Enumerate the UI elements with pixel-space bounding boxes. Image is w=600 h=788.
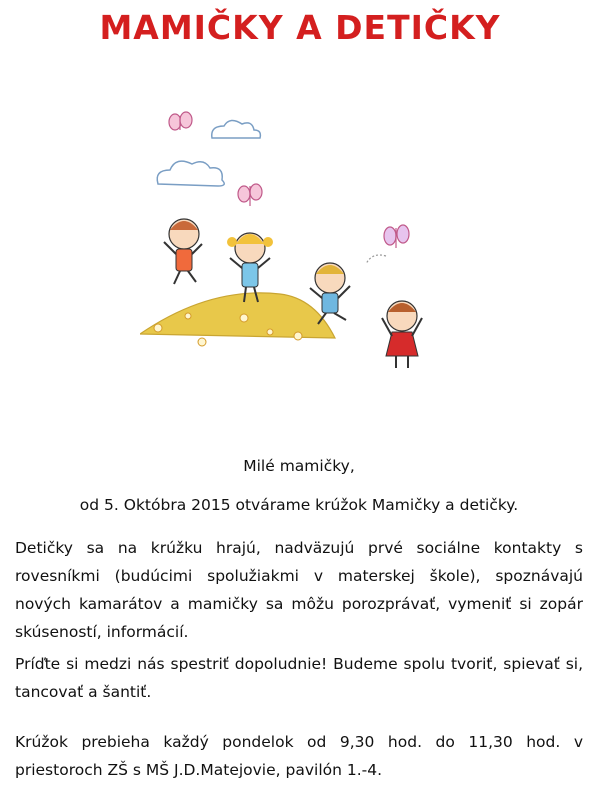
butterfly-icon [169, 112, 192, 130]
child-figure [164, 219, 202, 284]
child-figure [227, 233, 273, 302]
paragraph-schedule: Krúžok prebieha každý pondelok od 9,30 hod. do 11,30 hod. v priestoroch ZŠ s MŠ J.D.Matejovie, pavilón 1.-4. [15, 733, 583, 779]
greeting: Milé mamičky, [243, 457, 355, 475]
cloud-icon [212, 120, 261, 138]
child-figure [382, 301, 422, 368]
page-title: MAMIČKY A DETIČKY [99, 8, 501, 47]
intro-line: od 5. Októbra 2015 otvárame krúžok Mamičky a detičky. [79, 496, 519, 514]
butterfly-icon [238, 184, 262, 206]
paragraph-invitation: Príďte si medzi nás spestriť dopoludnie! Budeme spolu tvoriť, spievať si, tancovať a šantiť. [15, 655, 583, 701]
hill [140, 293, 335, 338]
children-illustration [140, 106, 440, 396]
paragraph-about: Detičky sa na krúžku hrajú, nadväzujú prvé sociálne kontakty s rovesníkmi (budúcimi spolužiakmi v materskej škole), spoznávajú nových kamarátov a mamičky sa môžu porozprávať, vymeniť si zopár skúseností, informácií. [15, 539, 583, 641]
butterfly-icon [366, 225, 409, 264]
cloud-icon [157, 161, 224, 186]
